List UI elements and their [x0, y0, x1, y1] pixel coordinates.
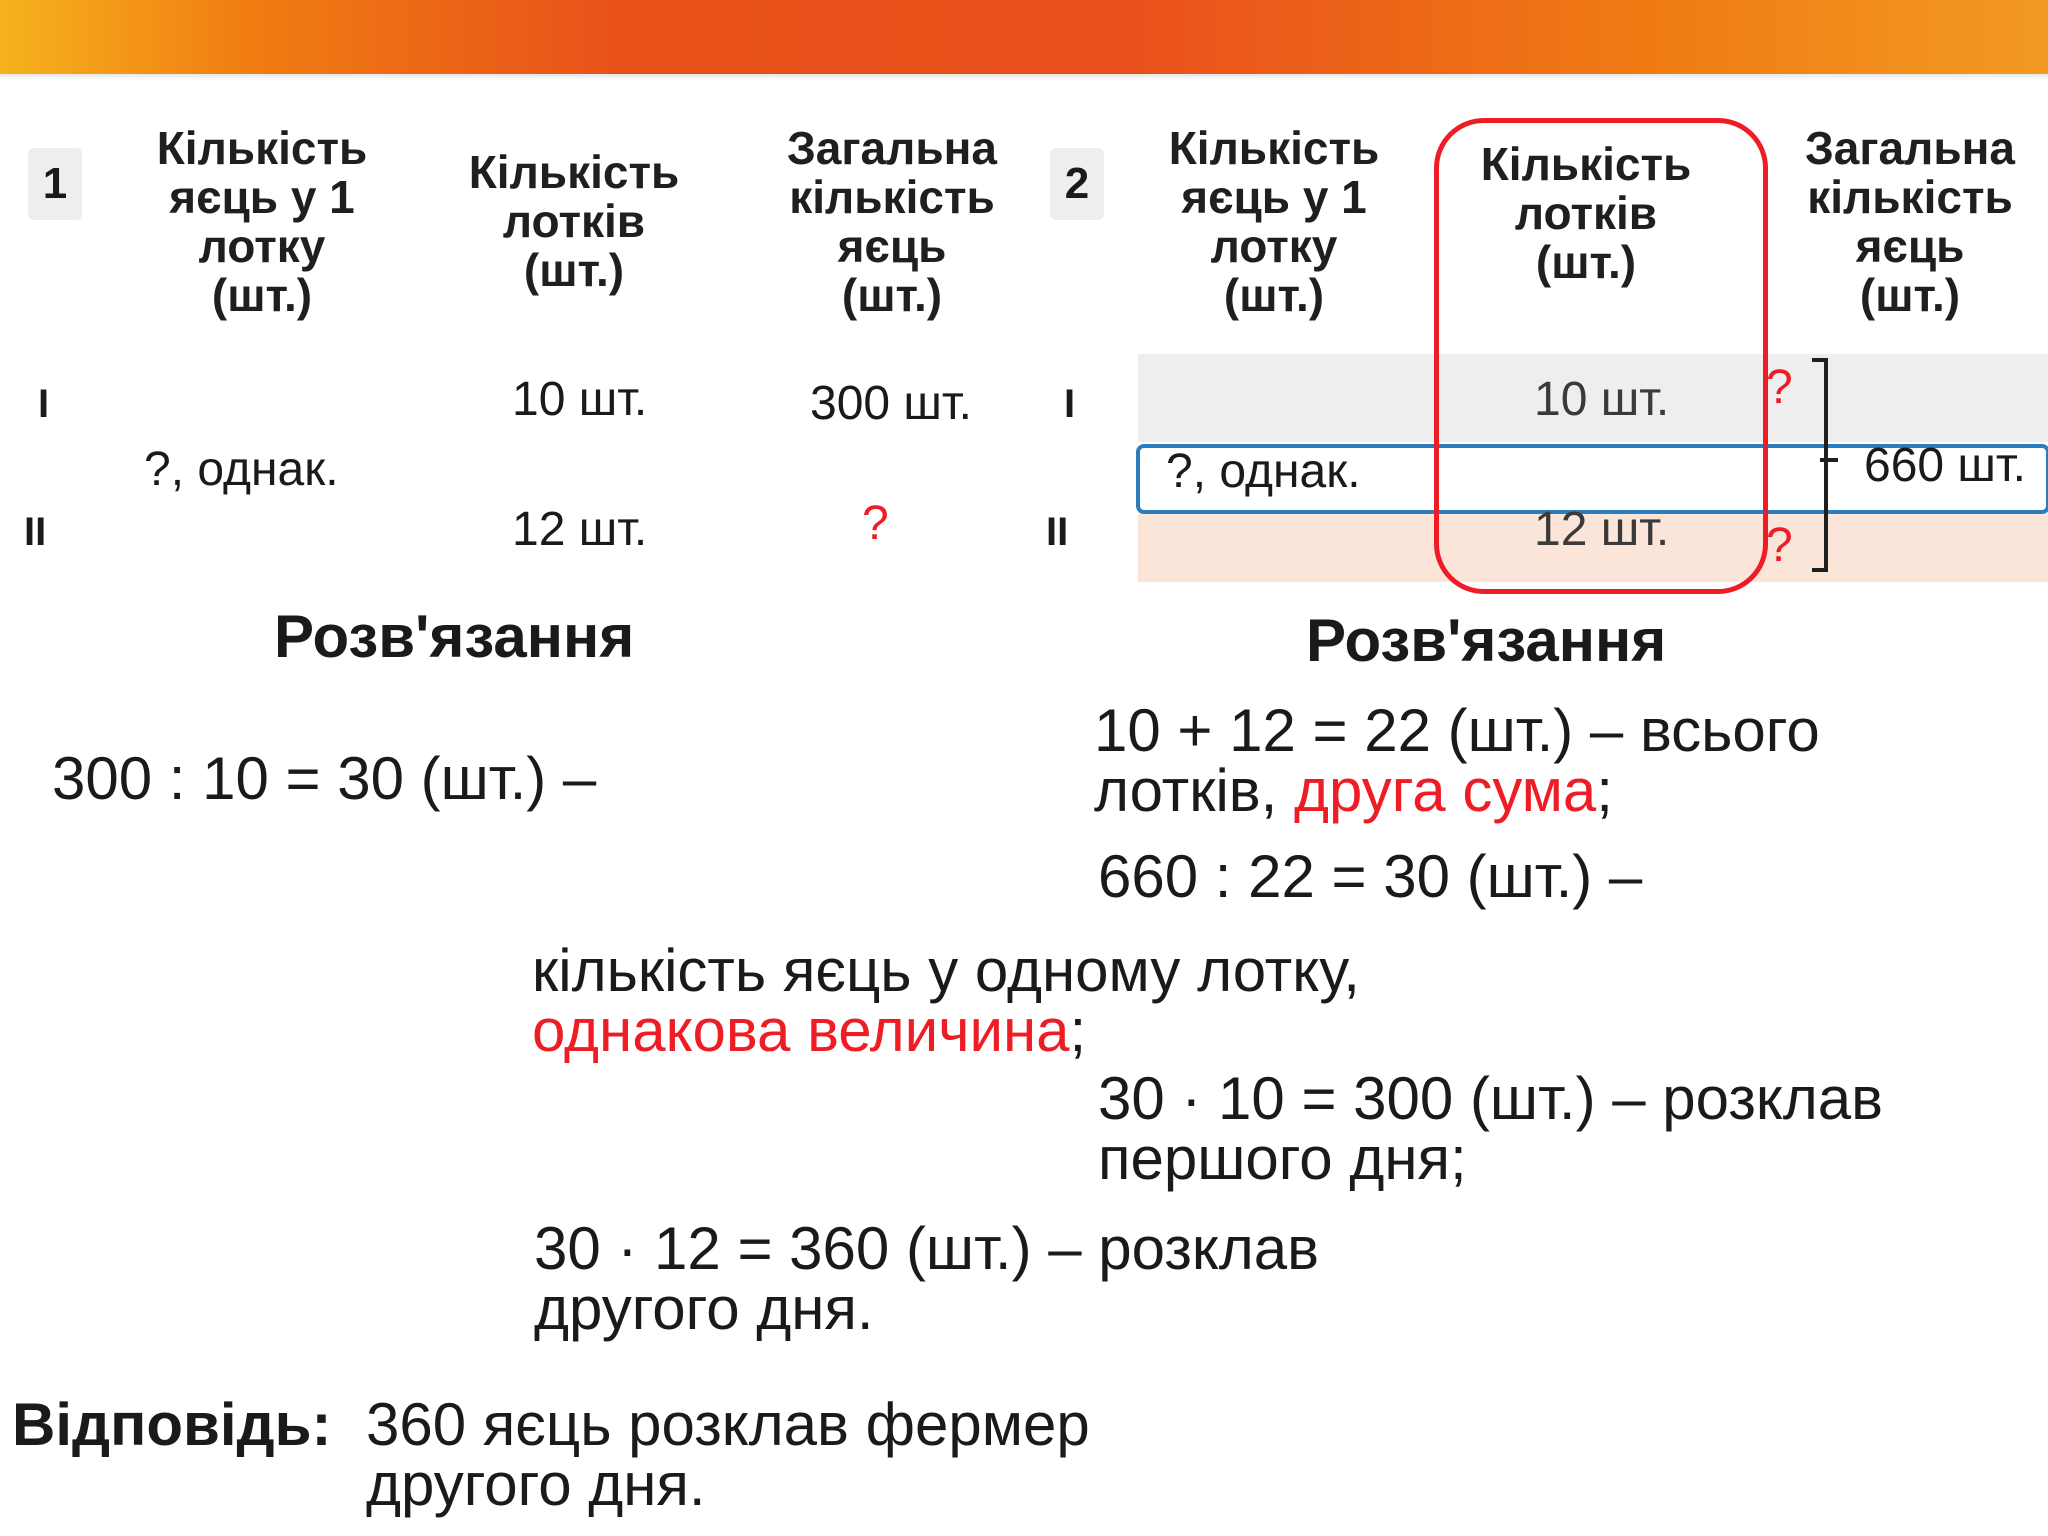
left-solution-title: Розв'язання — [274, 603, 635, 670]
step-1-end: ; — [1596, 757, 1613, 824]
right-solution-title: Розв'язання — [1306, 607, 1667, 674]
left-trays-second: 12 шт. — [512, 503, 648, 556]
step-1-text: лотків, — [1094, 757, 1295, 824]
left-header-trays: Кількість лотків (шт.) — [468, 146, 680, 296]
right-trays-first: 10 шт. — [1534, 373, 1670, 426]
solution-step-4-line-1: 30 · 12 = 360 (шт.) – розклав — [534, 1215, 1320, 1282]
total-bracket — [1812, 358, 1828, 572]
answer-label: Відповідь: — [12, 1391, 332, 1458]
explanation-line-2 — [532, 997, 1087, 1064]
solution-step-3-line-2: першого дня; — [1098, 1125, 1467, 1192]
left-header-total: Загальна кількість яєць (шт.) — [786, 122, 997, 321]
step-1-highlight: друга сума — [1294, 757, 1597, 824]
right-solution-step-1: 10 + 12 = 22 (шт.) – всього — [1094, 697, 1820, 764]
right-total-value: 660 шт. — [1864, 439, 2026, 492]
right-header-per-tray: Кількість яєць у 1 лотку (шт.) — [1168, 122, 1380, 321]
left-solution-step-1: 300 : 10 = 30 (шт.) – — [52, 745, 597, 812]
left-trays-first: 10 шт. — [512, 373, 648, 426]
task-number-badge-2: 2 — [1050, 148, 1104, 220]
explanation-end: ; — [1069, 997, 1087, 1064]
right-trays-second: 12 шт. — [1534, 503, 1670, 556]
right-question-first: ? — [1766, 361, 1793, 414]
right-solution-step-1-line-2 — [1094, 757, 1613, 824]
solution-step-3-line-1: 30 · 10 = 300 (шт.) – розклав — [1098, 1065, 1884, 1132]
answer-line-1: 360 яєць розклав фермер — [366, 1391, 1090, 1458]
header-band — [0, 0, 2048, 74]
solution-step-4-line-2: другого дня. — [534, 1275, 874, 1342]
right-header-trays: Кількість лотків (шт.) — [1480, 138, 1692, 288]
right-question-second: ? — [1766, 519, 1793, 572]
right-row-label-1: I — [1064, 382, 1076, 426]
left-row-label-2: II — [24, 510, 47, 554]
right-solution-step-2: 660 : 22 = 30 (шт.) – — [1098, 843, 1643, 910]
right-per-tray-value: ?, однак. — [1166, 445, 1361, 498]
answer-line-2: другого дня. — [366, 1451, 706, 1518]
explanation-line-1: кількість яєць у одному лотку, — [532, 937, 1360, 1004]
left-total-second-question: ? — [862, 497, 889, 550]
explanation-highlight: однакова величина — [532, 997, 1070, 1064]
task-number-badge-1: 1 — [28, 148, 82, 220]
right-row-label-2: II — [1046, 510, 1069, 554]
total-bracket-tick — [1820, 458, 1838, 462]
left-row-label-1: I — [38, 382, 50, 426]
left-per-tray-value: ?, однак. — [144, 443, 339, 496]
header-shadow — [0, 74, 2048, 80]
left-header-per-tray: Кількість яєць у 1 лотку (шт.) — [156, 122, 368, 321]
left-total-first: 300 шт. — [810, 377, 972, 430]
right-header-total: Загальна кількість яєць (шт.) — [1804, 122, 2015, 321]
